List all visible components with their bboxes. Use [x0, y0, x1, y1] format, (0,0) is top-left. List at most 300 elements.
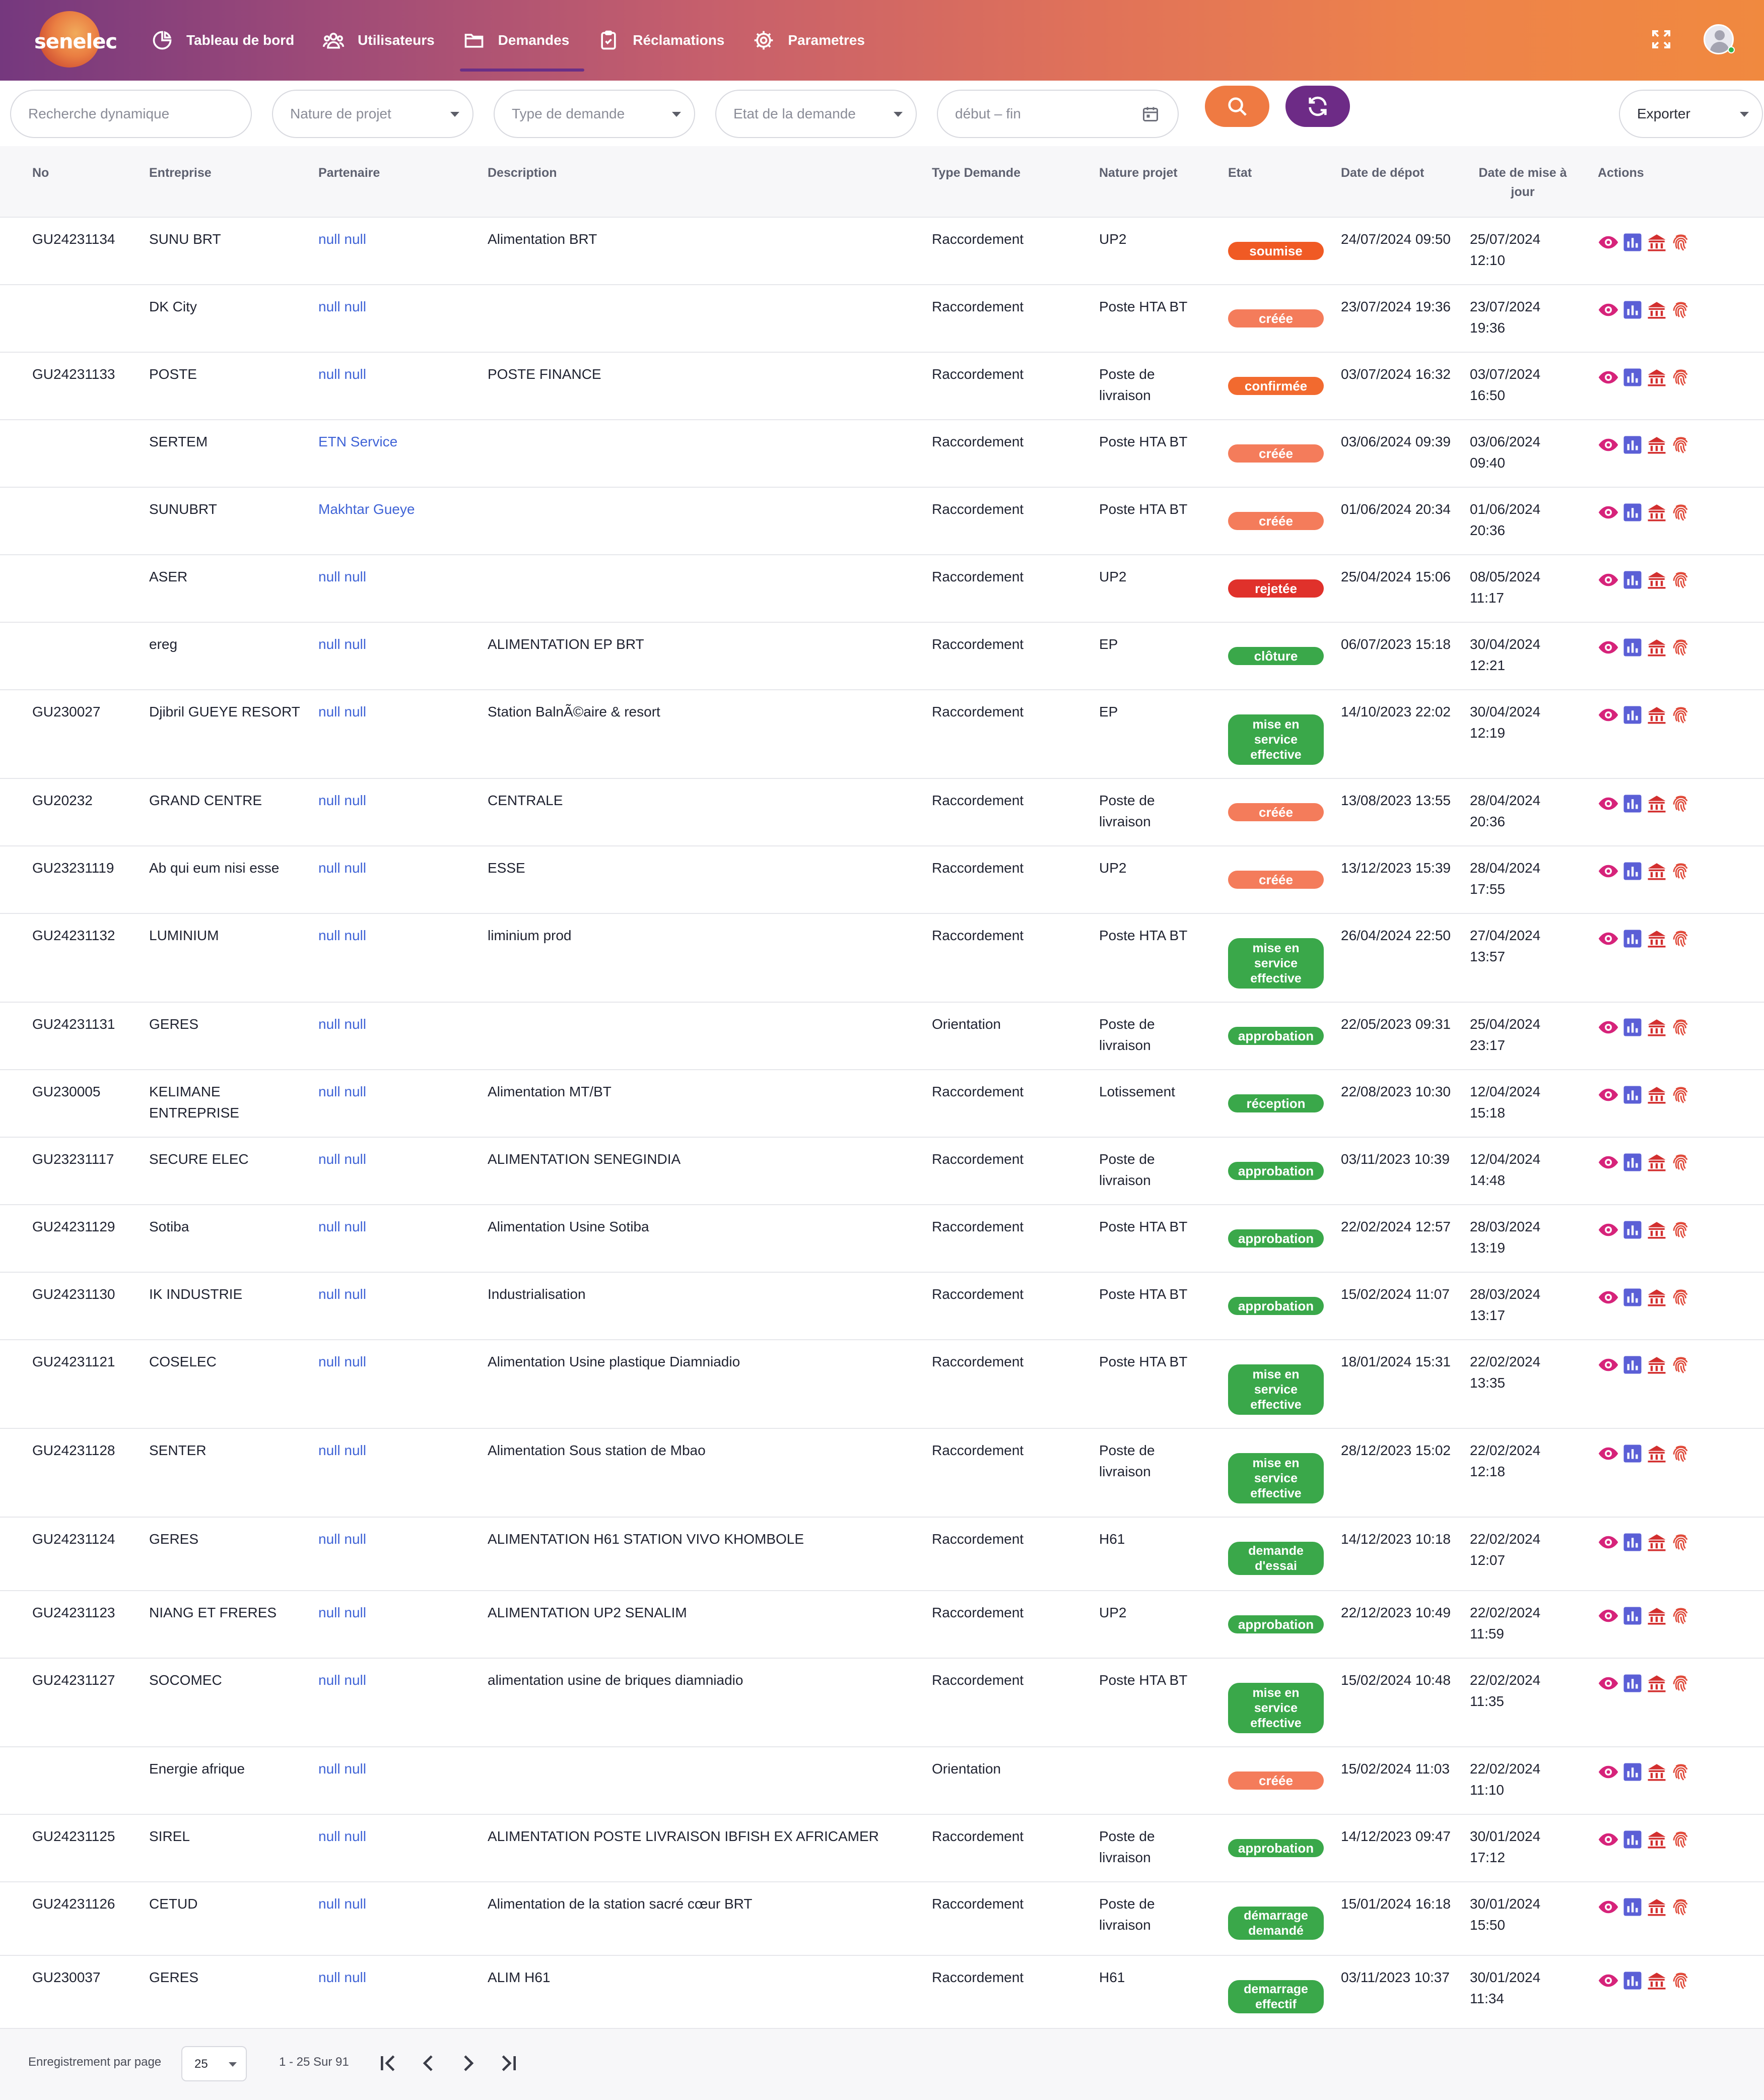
table-row[interactable]: [0, 1205, 1764, 1273]
status-badge: créée: [1228, 309, 1324, 327]
last-page-icon[interactable]: [495, 2049, 523, 2077]
cell-partenaire[interactable]: null null: [318, 231, 366, 247]
cell-nature: Poste de livraison: [1099, 1442, 1155, 1479]
status-badge: mise en service effective: [1228, 1683, 1324, 1733]
stats-chart-icon[interactable]: [1622, 569, 1643, 590]
nature-projet-select[interactable]: [272, 90, 473, 138]
fingerprint-icon[interactable]: [1670, 1896, 1691, 1918]
cell-type: Raccordement: [932, 793, 1024, 808]
cell-entreprise: SENTER: [149, 1442, 207, 1458]
fingerprint-icon[interactable]: [1670, 1017, 1691, 1038]
cell-maj: 28/03/2024 13:19: [1470, 1219, 1541, 1256]
stats-chart-icon[interactable]: [1622, 1152, 1643, 1173]
cell-nature: UP2: [1099, 569, 1127, 584]
stats-chart-icon[interactable]: [1622, 1673, 1643, 1694]
cell-no: GU24231129: [32, 1219, 115, 1234]
col-date-maj[interactable]: Date de mise à jour: [1478, 166, 1567, 199]
cell-nature: Poste de livraison: [1099, 1016, 1155, 1053]
row-actions: [1598, 1219, 1694, 1240]
table-row[interactable]: [0, 1273, 1764, 1340]
cell-type: Raccordement: [932, 501, 1024, 517]
status-badge: réception: [1228, 1094, 1324, 1112]
cell-nature: Poste HTA BT: [1099, 1672, 1188, 1688]
col-actions: Actions: [1598, 166, 1644, 180]
cell-entreprise: GRAND CENTRE: [149, 793, 262, 808]
cell-depot: 13/08/2023 13:55: [1341, 793, 1451, 808]
fingerprint-icon[interactable]: [1670, 1084, 1691, 1105]
table-row[interactable]: [0, 1070, 1764, 1138]
table-row[interactable]: [0, 1003, 1764, 1070]
pager-controls: [374, 2049, 535, 2077]
cell-partenaire[interactable]: null null: [318, 636, 366, 652]
table-row[interactable]: [0, 1138, 1764, 1205]
cell-type: Orientation: [932, 1016, 1001, 1032]
header-actions: [1649, 24, 1734, 54]
cell-nature: Poste HTA BT: [1099, 928, 1188, 943]
col-nature-projet[interactable]: Nature projet: [1099, 166, 1178, 180]
cell-no: GU24231128: [32, 1442, 115, 1458]
fingerprint-icon[interactable]: [1670, 861, 1691, 882]
cell-partenaire[interactable]: null null: [318, 1084, 366, 1099]
fingerprint-icon[interactable]: [1670, 502, 1691, 523]
cell-no: GU24231125: [32, 1828, 115, 1844]
view-eye-icon[interactable]: [1598, 704, 1619, 726]
bank-icon[interactable]: [1646, 1443, 1667, 1464]
nav-item-tableau-de-bord[interactable]: [151, 9, 294, 72]
col-etat[interactable]: Etat: [1228, 166, 1252, 180]
bank-icon[interactable]: [1646, 1761, 1667, 1783]
nav-item-parametres[interactable]: [753, 9, 865, 72]
row-actions: [1598, 1829, 1694, 1850]
bank-icon[interactable]: [1646, 704, 1667, 726]
cell-nature: Poste HTA BT: [1099, 501, 1188, 517]
status-badge: confirmée: [1228, 377, 1324, 395]
stats-chart-icon[interactable]: [1622, 793, 1643, 814]
view-eye-icon[interactable]: [1598, 1532, 1619, 1553]
stats-chart-icon[interactable]: [1622, 232, 1643, 253]
folder-icon: [463, 29, 485, 51]
nav-item-demandes[interactable]: [463, 9, 570, 72]
cell-type: Raccordement: [932, 434, 1024, 449]
cell-depot: 22/05/2023 09:31: [1341, 1016, 1451, 1032]
view-eye-icon[interactable]: [1598, 1761, 1619, 1783]
cell-description: ALIMENTATION EP BRT: [488, 636, 644, 652]
table-header: [0, 146, 1764, 218]
status-badge: créée: [1228, 871, 1324, 889]
cell-type: Raccordement: [932, 1605, 1024, 1620]
previous-page-icon[interactable]: [414, 2049, 442, 2077]
col-no[interactable]: No: [32, 166, 49, 180]
bank-icon[interactable]: [1646, 637, 1667, 658]
cell-depot: 14/12/2023 10:18: [1341, 1531, 1451, 1547]
status-badge: clôture: [1228, 647, 1324, 665]
fingerprint-icon[interactable]: [1670, 569, 1691, 590]
bank-icon[interactable]: [1646, 367, 1667, 388]
stats-chart-icon[interactable]: [1622, 637, 1643, 658]
cell-partenaire[interactable]: null null: [318, 860, 366, 876]
cell-partenaire[interactable]: null null: [318, 1761, 366, 1777]
col-type-demande[interactable]: Type Demande: [932, 166, 1021, 180]
stats-chart-icon[interactable]: [1622, 1084, 1643, 1105]
cell-partenaire[interactable]: null null: [318, 569, 366, 584]
cell-partenaire[interactable]: ETN Service: [318, 434, 398, 449]
cell-maj: 30/01/2024 15:50: [1470, 1896, 1541, 1933]
bank-icon[interactable]: [1646, 1017, 1667, 1038]
view-eye-icon[interactable]: [1598, 861, 1619, 882]
view-eye-icon[interactable]: [1598, 1896, 1619, 1918]
cell-description: ALIMENTATION SENEGINDIA: [488, 1151, 681, 1167]
cell-description: Industrialisation: [488, 1286, 586, 1302]
nav-item-utilisateurs[interactable]: [322, 9, 435, 72]
bank-icon[interactable]: [1646, 502, 1667, 523]
bank-icon[interactable]: [1646, 1532, 1667, 1553]
cell-partenaire[interactable]: null null: [318, 1354, 366, 1369]
row-actions: [1598, 1673, 1694, 1694]
table-row[interactable]: [0, 1518, 1764, 1591]
cell-partenaire[interactable]: null null: [318, 1828, 366, 1844]
cell-description: Alimentation Usine Sotiba: [488, 1219, 649, 1234]
view-eye-icon[interactable]: [1598, 1152, 1619, 1173]
view-eye-icon[interactable]: [1598, 928, 1619, 949]
stats-chart-icon[interactable]: [1622, 1970, 1643, 1991]
bank-icon[interactable]: [1646, 1896, 1667, 1918]
cell-no: GU23231119: [32, 860, 114, 876]
row-actions: [1598, 1017, 1694, 1038]
fingerprint-icon[interactable]: [1670, 637, 1691, 658]
bank-icon[interactable]: [1646, 1673, 1667, 1694]
view-eye-icon[interactable]: [1598, 367, 1619, 388]
cell-nature: UP2: [1099, 1605, 1127, 1620]
cell-entreprise: SOCOMEC: [149, 1672, 222, 1688]
cell-depot: 15/02/2024 10:48: [1341, 1672, 1451, 1688]
cell-depot: 14/10/2023 22:02: [1341, 704, 1451, 719]
fingerprint-icon[interactable]: [1670, 793, 1691, 814]
cell-partenaire[interactable]: null null: [318, 1219, 366, 1234]
table-row[interactable]: [0, 779, 1764, 846]
view-eye-icon[interactable]: [1598, 1017, 1619, 1038]
cell-partenaire[interactable]: null null: [318, 1151, 366, 1167]
fingerprint-icon[interactable]: [1670, 1761, 1691, 1783]
stats-chart-icon[interactable]: [1622, 299, 1643, 320]
cell-entreprise: ASER: [149, 569, 188, 584]
stats-chart-icon[interactable]: [1622, 928, 1643, 949]
cell-description: Alimentation MT/BT: [488, 1084, 612, 1099]
cell-partenaire[interactable]: Makhtar Gueye: [318, 501, 415, 517]
cell-maj: 22/02/2024 11:10: [1470, 1761, 1541, 1798]
row-actions: [1598, 704, 1694, 726]
table-row[interactable]: [0, 488, 1764, 555]
cell-type: Raccordement: [932, 1151, 1024, 1167]
cell-partenaire[interactable]: null null: [318, 928, 366, 943]
cell-nature: EP: [1099, 704, 1118, 719]
cell-description: Station BalnÃ©aire & resort: [488, 704, 660, 719]
cell-no: GU24231132: [32, 928, 115, 943]
view-eye-icon[interactable]: [1598, 1605, 1619, 1626]
fingerprint-icon[interactable]: [1670, 1443, 1691, 1464]
view-eye-icon[interactable]: [1598, 637, 1619, 658]
stats-chart-icon[interactable]: [1622, 861, 1643, 882]
stats-chart-icon[interactable]: [1622, 1443, 1643, 1464]
row-actions: [1598, 793, 1694, 814]
cell-maj: 22/02/2024 12:18: [1470, 1442, 1541, 1479]
table-row[interactable]: [0, 690, 1764, 779]
view-eye-icon[interactable]: [1598, 569, 1619, 590]
cell-nature: H61: [1099, 1970, 1125, 1985]
bank-icon[interactable]: [1646, 1084, 1667, 1105]
next-page-icon[interactable]: [454, 2049, 483, 2077]
stats-chart-icon[interactable]: [1622, 1896, 1643, 1918]
status-badge: créée: [1228, 512, 1324, 530]
refresh-icon: [1306, 95, 1329, 118]
bank-icon[interactable]: [1646, 1354, 1667, 1375]
col-description[interactable]: Description: [488, 166, 557, 180]
stats-chart-icon[interactable]: [1622, 704, 1643, 726]
bank-icon[interactable]: [1646, 434, 1667, 455]
cell-partenaire[interactable]: null null: [318, 704, 366, 719]
cell-type: Raccordement: [932, 1896, 1024, 1912]
col-partenaire[interactable]: Partenaire: [318, 166, 380, 180]
fingerprint-icon[interactable]: [1670, 434, 1691, 455]
view-eye-icon[interactable]: [1598, 434, 1619, 455]
fingerprint-icon[interactable]: [1670, 232, 1691, 253]
bank-icon[interactable]: [1646, 793, 1667, 814]
cell-maj: 12/04/2024 15:18: [1470, 1084, 1541, 1121]
table-row[interactable]: [0, 1956, 1764, 2029]
cell-depot: 22/02/2024 12:57: [1341, 1219, 1451, 1234]
refresh-button[interactable]: [1285, 86, 1350, 127]
table-row[interactable]: [0, 846, 1764, 914]
cell-type: Raccordement: [932, 1219, 1024, 1234]
stats-chart-icon[interactable]: [1622, 434, 1643, 455]
online-status-dot: [1728, 46, 1735, 53]
cell-partenaire[interactable]: null null: [318, 299, 366, 314]
row-actions: [1598, 1605, 1694, 1626]
export-select[interactable]: [1619, 90, 1763, 138]
view-eye-icon[interactable]: [1598, 793, 1619, 814]
cell-depot: 15/02/2024 11:03: [1341, 1761, 1450, 1777]
type-placeholder: Type de demande: [512, 106, 625, 121]
table-row[interactable]: [0, 1659, 1764, 1747]
table-row[interactable]: [0, 1815, 1764, 1882]
per-page-label: Enregistrement par page: [28, 2055, 162, 2069]
view-eye-icon[interactable]: [1598, 1970, 1619, 1991]
fingerprint-icon[interactable]: [1670, 1354, 1691, 1375]
table-row[interactable]: [0, 1340, 1764, 1429]
cell-maj: 22/02/2024 11:59: [1470, 1605, 1541, 1642]
bank-icon[interactable]: [1646, 1287, 1667, 1308]
per-page-select[interactable]: [181, 2046, 247, 2081]
date-range-input[interactable]: [937, 90, 1179, 138]
view-eye-icon[interactable]: [1598, 1287, 1619, 1308]
cell-no: GU24231130: [32, 1286, 115, 1302]
stats-chart-icon[interactable]: [1622, 367, 1643, 388]
cell-no: GU230037: [32, 1970, 101, 1985]
cell-nature: Poste HTA BT: [1099, 1354, 1188, 1369]
fingerprint-icon[interactable]: [1670, 704, 1691, 726]
cell-partenaire[interactable]: null null: [318, 1016, 366, 1032]
cell-type: Raccordement: [932, 1084, 1024, 1099]
cell-description: ALIMENTATION POSTE LIVRAISON IBFISH EX AFRICAMER: [488, 1828, 879, 1844]
cell-maj: 28/03/2024 13:17: [1470, 1286, 1541, 1323]
cell-no: GU24231124: [32, 1531, 115, 1547]
table-row[interactable]: [0, 285, 1764, 353]
nav-label: Demandes: [498, 32, 570, 48]
etat-placeholder: Etat de la demande: [733, 106, 856, 121]
cell-entreprise: SIREL: [149, 1828, 190, 1844]
stats-chart-icon[interactable]: [1622, 1829, 1643, 1850]
cell-description: ALIM H61: [488, 1970, 551, 1985]
table-row[interactable]: [0, 914, 1764, 1003]
bank-icon[interactable]: [1646, 232, 1667, 253]
cell-depot: 01/06/2024 20:34: [1341, 501, 1451, 517]
stats-chart-icon[interactable]: [1622, 1761, 1643, 1783]
fingerprint-icon[interactable]: [1670, 1219, 1691, 1240]
stats-chart-icon[interactable]: [1622, 502, 1643, 523]
cell-partenaire[interactable]: null null: [318, 1672, 366, 1688]
status-badge: mise en service effective: [1228, 1453, 1324, 1503]
status-badge: créée: [1228, 803, 1324, 821]
cell-maj: 22/02/2024 13:35: [1470, 1354, 1541, 1391]
cell-entreprise: SECURE ELEC: [149, 1151, 249, 1167]
row-actions: [1598, 1084, 1694, 1105]
cell-type: Raccordement: [932, 1672, 1024, 1688]
fingerprint-icon[interactable]: [1670, 928, 1691, 949]
cell-no: GU24231134: [32, 231, 115, 247]
cell-maj: 30/01/2024 17:12: [1470, 1828, 1541, 1865]
first-page-icon[interactable]: [374, 2049, 402, 2077]
fullscreen-icon[interactable]: [1649, 27, 1673, 51]
cell-maj: 03/06/2024 09:40: [1470, 434, 1541, 471]
cell-partenaire[interactable]: null null: [318, 1970, 366, 1985]
view-eye-icon[interactable]: [1598, 1673, 1619, 1694]
cell-no: GU24231133: [32, 366, 115, 382]
cell-entreprise: DK City: [149, 299, 197, 314]
cell-maj: 22/02/2024 11:35: [1470, 1672, 1541, 1709]
bank-icon[interactable]: [1646, 1605, 1667, 1626]
fingerprint-icon[interactable]: [1670, 299, 1691, 320]
table-row[interactable]: [0, 353, 1764, 420]
row-actions: [1598, 367, 1694, 388]
stats-chart-icon[interactable]: [1622, 1017, 1643, 1038]
cell-maj: 08/05/2024 11:17: [1470, 569, 1541, 606]
status-badge: approbation: [1228, 1027, 1324, 1045]
fingerprint-icon[interactable]: [1670, 1287, 1691, 1308]
fingerprint-icon[interactable]: [1670, 1532, 1691, 1553]
view-eye-icon[interactable]: [1598, 1829, 1619, 1850]
cell-partenaire[interactable]: null null: [318, 1531, 366, 1547]
table-row[interactable]: [0, 1591, 1764, 1659]
search-input[interactable]: [10, 90, 252, 138]
bank-icon[interactable]: [1646, 1152, 1667, 1173]
stats-chart-icon[interactable]: [1622, 1219, 1643, 1240]
nav-label: Parametres: [788, 32, 865, 48]
view-eye-icon[interactable]: [1598, 1443, 1619, 1464]
bank-icon[interactable]: [1646, 1219, 1667, 1240]
table-row[interactable]: [0, 555, 1764, 623]
table-row[interactable]: [0, 623, 1764, 690]
stats-chart-icon[interactable]: [1622, 1605, 1643, 1626]
fingerprint-icon[interactable]: [1670, 1829, 1691, 1850]
cell-type: Orientation: [932, 1761, 1001, 1777]
fingerprint-icon[interactable]: [1670, 367, 1691, 388]
cell-type: Raccordement: [932, 1531, 1024, 1547]
cell-depot: 18/01/2024 15:31: [1341, 1354, 1451, 1369]
row-actions: [1598, 1152, 1694, 1173]
view-eye-icon[interactable]: [1598, 1219, 1619, 1240]
fingerprint-icon[interactable]: [1670, 1673, 1691, 1694]
bank-icon[interactable]: [1646, 861, 1667, 882]
cell-maj: 28/04/2024 17:55: [1470, 860, 1541, 897]
cell-no: GU24231121: [32, 1354, 115, 1369]
view-eye-icon[interactable]: [1598, 1354, 1619, 1375]
row-actions: [1598, 299, 1694, 320]
senelec-logo[interactable]: [24, 7, 117, 72]
cell-partenaire[interactable]: null null: [318, 1896, 366, 1912]
bank-icon[interactable]: [1646, 1970, 1667, 1991]
cell-partenaire[interactable]: null null: [318, 1605, 366, 1620]
table-row[interactable]: [0, 1429, 1764, 1518]
status-badge: approbation: [1228, 1615, 1324, 1633]
nav-item-reclamations[interactable]: [597, 9, 724, 72]
view-eye-icon[interactable]: [1598, 299, 1619, 320]
fingerprint-icon[interactable]: [1670, 1152, 1691, 1173]
fingerprint-icon[interactable]: [1670, 1605, 1691, 1626]
row-actions: [1598, 1761, 1694, 1783]
stats-chart-icon[interactable]: [1622, 1532, 1643, 1553]
bank-icon[interactable]: [1646, 1829, 1667, 1850]
table-row[interactable]: [0, 1882, 1764, 1956]
col-entreprise[interactable]: Entreprise: [149, 166, 212, 180]
cell-partenaire[interactable]: null null: [318, 793, 366, 808]
bank-icon[interactable]: [1646, 299, 1667, 320]
etat-demande-select[interactable]: [715, 90, 917, 138]
cell-nature: Poste HTA BT: [1099, 299, 1188, 314]
cell-maj: 28/04/2024 20:36: [1470, 793, 1541, 829]
cell-partenaire[interactable]: null null: [318, 366, 366, 382]
view-eye-icon[interactable]: [1598, 502, 1619, 523]
cell-type: Raccordement: [932, 928, 1024, 943]
fingerprint-icon[interactable]: [1670, 1970, 1691, 1991]
cell-no: GU23231117: [32, 1151, 114, 1167]
col-date-depot[interactable]: Date de dépot: [1341, 166, 1424, 180]
calendar-icon[interactable]: [1141, 105, 1160, 123]
stats-chart-icon[interactable]: [1622, 1354, 1643, 1375]
cell-partenaire[interactable]: null null: [318, 1442, 366, 1458]
search-button[interactable]: [1205, 86, 1269, 127]
cell-type: Raccordement: [932, 1442, 1024, 1458]
bank-icon[interactable]: [1646, 569, 1667, 590]
cell-nature: Poste de livraison: [1099, 1151, 1155, 1188]
status-badge: mise en service effective: [1228, 714, 1324, 765]
bank-icon[interactable]: [1646, 928, 1667, 949]
cell-partenaire[interactable]: null null: [318, 1286, 366, 1302]
status-badge: approbation: [1228, 1839, 1324, 1857]
status-badge: démarrage demandé: [1228, 1907, 1324, 1940]
table-row[interactable]: [0, 1747, 1764, 1815]
dashboard-icon: [151, 29, 173, 51]
cell-type: Raccordement: [932, 231, 1024, 247]
table-row[interactable]: [0, 420, 1764, 488]
table-row[interactable]: [0, 218, 1764, 285]
cell-depot: 14/12/2023 09:47: [1341, 1828, 1451, 1844]
type-demande-select[interactable]: [494, 90, 695, 138]
view-eye-icon[interactable]: [1598, 232, 1619, 253]
cell-entreprise: KELIMANE ENTREPRISE: [149, 1084, 239, 1121]
stats-chart-icon[interactable]: [1622, 1287, 1643, 1308]
date-placeholder: début – fin: [955, 106, 1021, 121]
cell-no: GU24231126: [32, 1896, 115, 1912]
view-eye-icon[interactable]: [1598, 1084, 1619, 1105]
